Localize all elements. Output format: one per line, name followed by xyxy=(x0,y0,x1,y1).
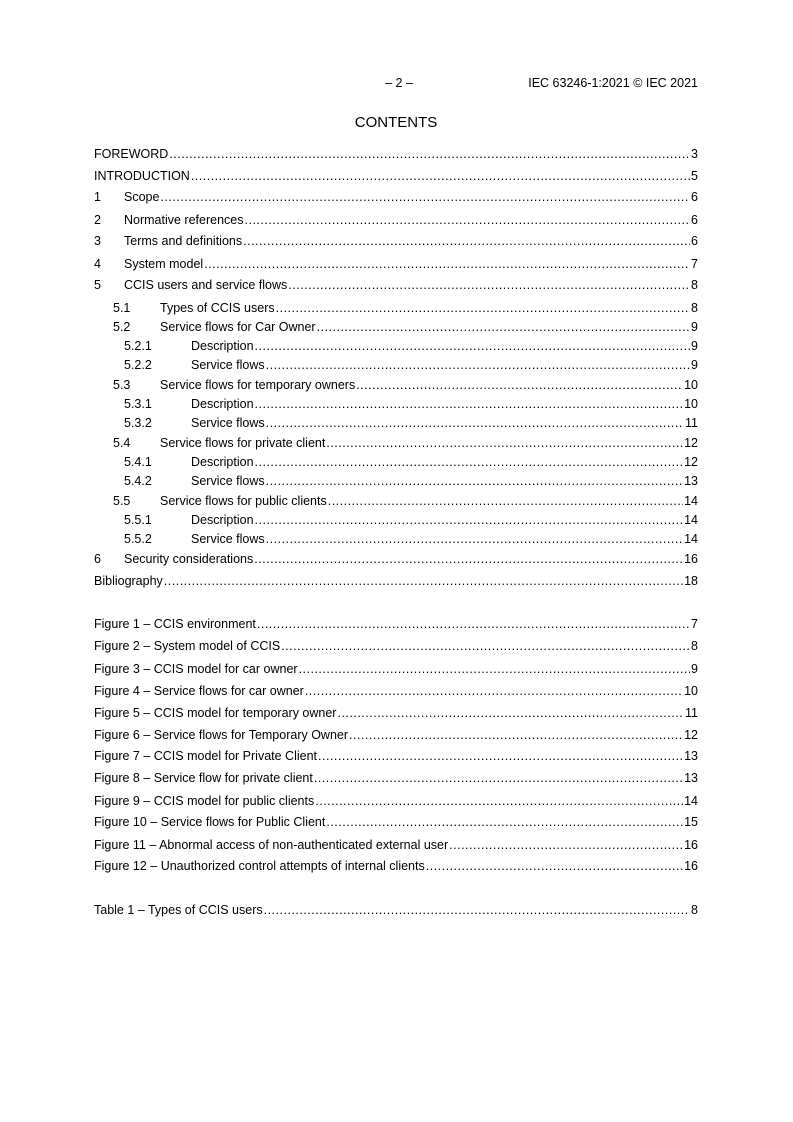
section-number: 5.4 xyxy=(113,436,131,450)
dot-leader xyxy=(169,147,690,161)
dot-leader xyxy=(164,574,683,588)
dot-leader xyxy=(204,257,690,271)
page-reference: 15 xyxy=(684,815,698,829)
section-title: Service flows for public clients xyxy=(160,494,327,508)
page-reference: 10 xyxy=(684,397,698,411)
figure-caption: Figure 5 – CCIS model for temporary owner xyxy=(94,706,337,720)
dot-leader xyxy=(318,749,683,763)
page-reference: 9 xyxy=(691,320,698,334)
page-reference: 5 xyxy=(691,169,698,183)
dot-leader xyxy=(317,320,690,334)
table-caption: Table 1 – Types of CCIS users xyxy=(94,903,263,917)
section-title: FOREWORD xyxy=(94,147,169,161)
toc-entry[interactable] xyxy=(94,397,698,413)
section-title: Service flows for Car Owner xyxy=(160,320,316,334)
section-title: System model xyxy=(124,257,204,271)
toc-entry[interactable] xyxy=(94,574,698,590)
section-number: 5.2 xyxy=(113,320,131,334)
page-reference: 9 xyxy=(691,358,698,372)
page-reference: 7 xyxy=(691,617,698,631)
page-reference: 7 xyxy=(691,257,698,271)
dot-leader xyxy=(255,455,684,469)
dot-leader xyxy=(264,903,690,917)
section-number: 5.5.1 xyxy=(124,513,152,527)
toc-entry[interactable] xyxy=(94,532,698,548)
page-reference: 14 xyxy=(684,494,698,508)
section-number: 5.4.1 xyxy=(124,455,152,469)
section-title: Service flows xyxy=(191,532,265,546)
toc-entry[interactable] xyxy=(94,213,698,229)
section-number: 5.3.2 xyxy=(124,416,152,430)
figure-entry[interactable] xyxy=(94,815,698,831)
figure-caption: Figure 1 – CCIS environment xyxy=(94,617,256,631)
toc-entry[interactable] xyxy=(94,320,698,336)
dot-leader xyxy=(266,358,690,372)
figure-caption: Figure 9 – CCIS model for public clients xyxy=(94,794,315,808)
toc-entry[interactable] xyxy=(94,513,698,529)
toc-entry[interactable] xyxy=(94,416,698,432)
section-title: Terms and definitions xyxy=(124,234,243,248)
figure-entry[interactable] xyxy=(94,662,698,678)
toc-entry[interactable] xyxy=(94,257,698,273)
page-reference: 9 xyxy=(691,339,698,353)
dot-leader xyxy=(276,301,690,315)
page-reference: 18 xyxy=(684,574,698,588)
section-title: Service flows for private client xyxy=(160,436,326,450)
page-reference: 12 xyxy=(684,455,698,469)
page-reference: 8 xyxy=(691,301,698,315)
page-reference: 13 xyxy=(684,749,698,763)
dot-leader xyxy=(288,278,690,292)
dot-leader xyxy=(257,617,690,631)
toc-entry[interactable] xyxy=(94,278,698,294)
toc-entry[interactable] xyxy=(94,147,698,163)
section-number: 5.3 xyxy=(113,378,131,392)
section-title: Scope xyxy=(124,190,160,204)
section-number: 2 xyxy=(94,213,101,227)
section-title: Bibliography xyxy=(94,574,163,588)
page-reference: 10 xyxy=(684,684,698,698)
section-title: Description xyxy=(191,513,254,527)
dot-leader xyxy=(254,552,683,566)
figure-caption: Figure 3 – CCIS model for car owner xyxy=(94,662,298,676)
section-number: 5.5.2 xyxy=(124,532,152,546)
page-reference: 14 xyxy=(684,532,698,546)
page-reference: 16 xyxy=(684,859,698,873)
table-entry[interactable] xyxy=(94,903,698,919)
section-title: Service flows xyxy=(191,358,265,372)
section-title: INTRODUCTION xyxy=(94,169,190,183)
toc-entry[interactable] xyxy=(94,234,698,250)
figure-entry[interactable] xyxy=(94,794,698,810)
figure-entry[interactable] xyxy=(94,617,698,633)
toc-entry[interactable] xyxy=(94,190,698,206)
page-reference: 12 xyxy=(684,728,698,742)
figure-caption: Figure 10 – Service flows for Public Client xyxy=(94,815,326,829)
dot-leader xyxy=(305,684,683,698)
dot-leader xyxy=(326,436,683,450)
section-number: 5.2.1 xyxy=(124,339,152,353)
dot-leader xyxy=(314,771,683,785)
figure-entry[interactable] xyxy=(94,838,698,854)
section-title: CCIS users and service flows xyxy=(124,278,288,292)
section-title: Service flows xyxy=(191,474,265,488)
section-number: 1 xyxy=(94,190,101,204)
figure-entry[interactable] xyxy=(94,749,698,765)
section-number: 6 xyxy=(94,552,101,566)
dot-leader xyxy=(266,474,683,488)
figure-caption: Figure 7 – CCIS model for Private Client xyxy=(94,749,318,763)
dot-leader xyxy=(255,513,684,527)
dot-leader xyxy=(449,838,683,852)
figure-caption: Figure 6 – Service flows for Temporary Owner xyxy=(94,728,349,742)
page-reference: 13 xyxy=(684,771,698,785)
section-title: Description xyxy=(191,397,254,411)
page-reference: 6 xyxy=(691,213,698,227)
dot-leader xyxy=(426,859,683,873)
figure-entry[interactable] xyxy=(94,684,698,700)
dot-leader xyxy=(243,234,690,248)
section-number: 5.4.2 xyxy=(124,474,152,488)
section-title: Description xyxy=(191,455,254,469)
dot-leader xyxy=(245,213,691,227)
page-reference: 8 xyxy=(691,639,698,653)
section-title: Security considerations xyxy=(124,552,254,566)
toc-entry[interactable] xyxy=(94,301,698,317)
dot-leader xyxy=(326,815,683,829)
figure-entry[interactable] xyxy=(94,771,698,787)
toc-entry[interactable] xyxy=(94,339,698,355)
dot-leader xyxy=(315,794,683,808)
page-reference: 14 xyxy=(684,794,698,808)
page-reference: 6 xyxy=(691,234,698,248)
toc-entry[interactable] xyxy=(94,378,698,394)
dot-leader xyxy=(349,728,683,742)
dot-leader xyxy=(191,169,690,183)
section-number: 4 xyxy=(94,257,101,271)
figure-caption: Figure 2 – System model of CCIS xyxy=(94,639,281,653)
toc-entry[interactable] xyxy=(94,358,698,374)
page-reference: 14 xyxy=(684,513,698,527)
dot-leader xyxy=(328,494,683,508)
dot-leader xyxy=(160,190,690,204)
dot-leader xyxy=(281,639,690,653)
page-reference: 16 xyxy=(684,552,698,566)
section-number: 3 xyxy=(94,234,101,248)
section-title: Service flows for temporary owners xyxy=(160,378,356,392)
figure-entry[interactable] xyxy=(94,706,698,722)
page-reference: 10 xyxy=(684,378,698,392)
page-reference: 3 xyxy=(691,147,698,161)
toc-entry[interactable] xyxy=(94,169,698,185)
page-reference: 11 xyxy=(685,416,698,430)
page-reference: 8 xyxy=(691,278,698,292)
section-number: 5.1 xyxy=(113,301,131,315)
figure-entry[interactable] xyxy=(94,859,698,875)
section-number: 5.2.2 xyxy=(124,358,152,372)
toc-entry[interactable] xyxy=(94,455,698,471)
figure-entry[interactable] xyxy=(94,728,698,744)
dot-leader xyxy=(266,416,684,430)
dot-leader xyxy=(266,532,683,546)
section-number: 5.5 xyxy=(113,494,131,508)
page-header xyxy=(94,76,698,94)
figure-entry[interactable] xyxy=(94,639,698,655)
page-reference: 16 xyxy=(684,838,698,852)
dot-leader xyxy=(337,706,684,720)
page-reference: 9 xyxy=(691,662,698,676)
figure-caption: Figure 4 – Service flows for car owner xyxy=(94,684,304,698)
page-number: – 2 – xyxy=(385,76,413,90)
page-reference: 11 xyxy=(685,706,698,720)
page-reference: 8 xyxy=(691,903,698,917)
toc-entry[interactable] xyxy=(94,494,698,510)
section-title: Description xyxy=(191,339,254,353)
section-title: Service flows xyxy=(191,416,265,430)
figure-caption: Figure 12 – Unauthorized control attempts of internal clients xyxy=(94,859,425,873)
section-title: Normative references xyxy=(124,213,244,227)
page-reference: 12 xyxy=(684,436,698,450)
figure-caption: Figure 8 – Service flow for private client xyxy=(94,771,313,785)
dot-leader xyxy=(299,662,690,676)
page-reference: 6 xyxy=(691,190,698,204)
section-number: 5.3.1 xyxy=(124,397,152,411)
section-title: Types of CCIS users xyxy=(160,301,275,315)
contents-title: CONTENTS xyxy=(354,114,438,131)
dot-leader xyxy=(255,397,684,411)
page-reference: 13 xyxy=(684,474,698,488)
section-number: 5 xyxy=(94,278,101,292)
figure-caption: Figure 11 – Abnormal access of non-authenticated external user xyxy=(94,838,449,852)
toc-entry[interactable] xyxy=(94,552,698,568)
toc-entry[interactable] xyxy=(94,436,698,452)
toc-entry[interactable] xyxy=(94,474,698,490)
dot-leader xyxy=(255,339,691,353)
dot-leader xyxy=(356,378,683,392)
document-reference: IEC 63246-1:2021 © IEC 2021 xyxy=(528,76,698,90)
